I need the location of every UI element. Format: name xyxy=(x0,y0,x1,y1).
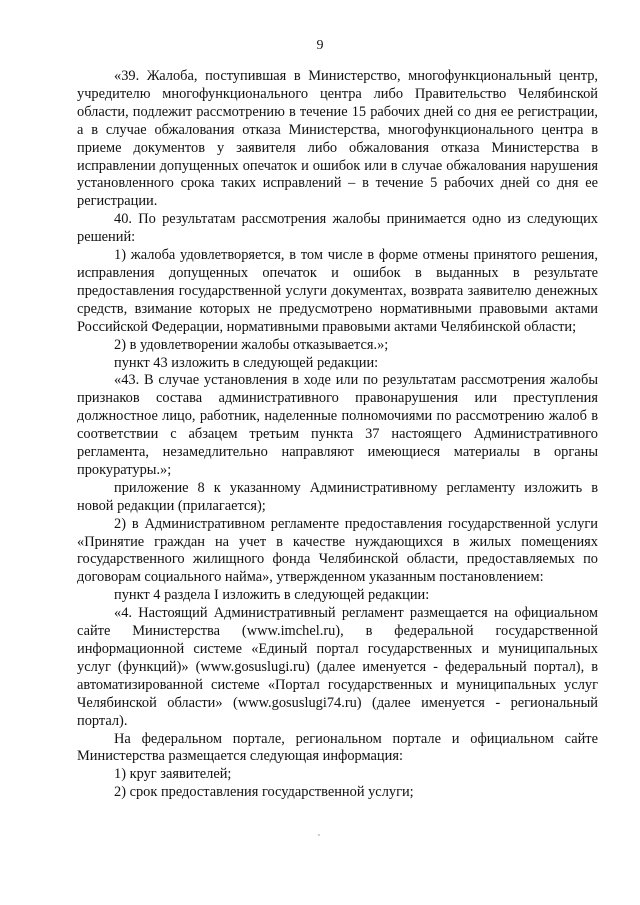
scan-speck xyxy=(318,834,320,836)
appendix-8-instruction: приложение 8 к указанному Административному регламенту изложить в новой редакции (прилагается); xyxy=(77,479,598,514)
instruction-point-43: пункт 43 изложить в следующей редакции: xyxy=(114,354,379,371)
regulation-item-2: 2) в Административном регламенте предоставления государственной услуги «Принятие граждан на учет в качестве нуждающихся в жилых помещениях государственного жилищного фонда Челябинской области, предоставляемых по договорам социального найма», утвержденном указанным постановлением: xyxy=(77,515,598,586)
paragraph-40: 40. По результатам рассмотрения жалобы принимается одно из следующих решений: xyxy=(77,211,598,246)
instruction-point-4: пункт 4 раздела I изложить в следующей редакции: xyxy=(114,587,430,604)
portal-info-intro: На федеральном портале, региональном портале и официальном сайте Министерства размещается следующая информация: xyxy=(77,730,598,765)
paragraph-39: «39. Жалоба, поступившая в Министерство, многофункциональный центр, учредителю многофункционального центра либо Правительство Челябинской области, подлежит рассмотрению в течение 15 рабочих дней со дня ее регистрации, а в случае обжалования отказа Министерства, многофункционального центра в приеме документов у заявителя либо обжалования отказа Министерства в исправлении допущенных опечаток и ошибок или в случае обжалования нарушения установленного срока таких исправлений – в течение 5 рабочих дней со дня ее регистрации. xyxy=(77,68,598,210)
paragraph-4: «4. Настоящий Административный регламент размещается на официальном сайте Министерства (www.imchel.ru), в федеральной государственной информационной системе «Единый портал государственных и муниципальных услуг (функций)» (www.gosuslugi.ru) (далее именуется - федеральный портал), в автоматизированной системе «Портал государственных и муниципальных услуг Челябинской области» (www.gosuslugi74.ru) (далее именуется - региональный портал). xyxy=(77,605,598,729)
document-body xyxy=(77,68,598,802)
info-item-1: 1) круг заявителей; xyxy=(114,766,232,783)
decision-item-1: 1) жалоба удовлетворяется, в том числе в форме отмены принятого решения, исправления допущенных опечаток и ошибок в выданных в результате предоставления государственной услуги документах, возврата заявителю денежных средств, взимание которых не предусмотрено нормативными правовыми актами Российской Федерации, нормативными правовыми актами Челябинской области; xyxy=(77,247,598,335)
page-number: 9 xyxy=(316,38,324,53)
decision-item-2: 2) в удовлетворении жалобы отказывается.»; xyxy=(114,336,389,353)
info-item-2: 2) срок предоставления государственной услуги; xyxy=(114,784,414,801)
paragraph-43: «43. В случае установления в ходе или по результатам рассмотрения жалобы признаков состава административного правонарушения или преступления должностное лицо, работник, наделенные полномочиями по рассмотрению жалоб в соответствии с абзацем третьим пункта 37 настоящего Административного регламента, незамедлительно направляют имеющиеся материалы в органы прокуратуры.»; xyxy=(77,372,598,478)
